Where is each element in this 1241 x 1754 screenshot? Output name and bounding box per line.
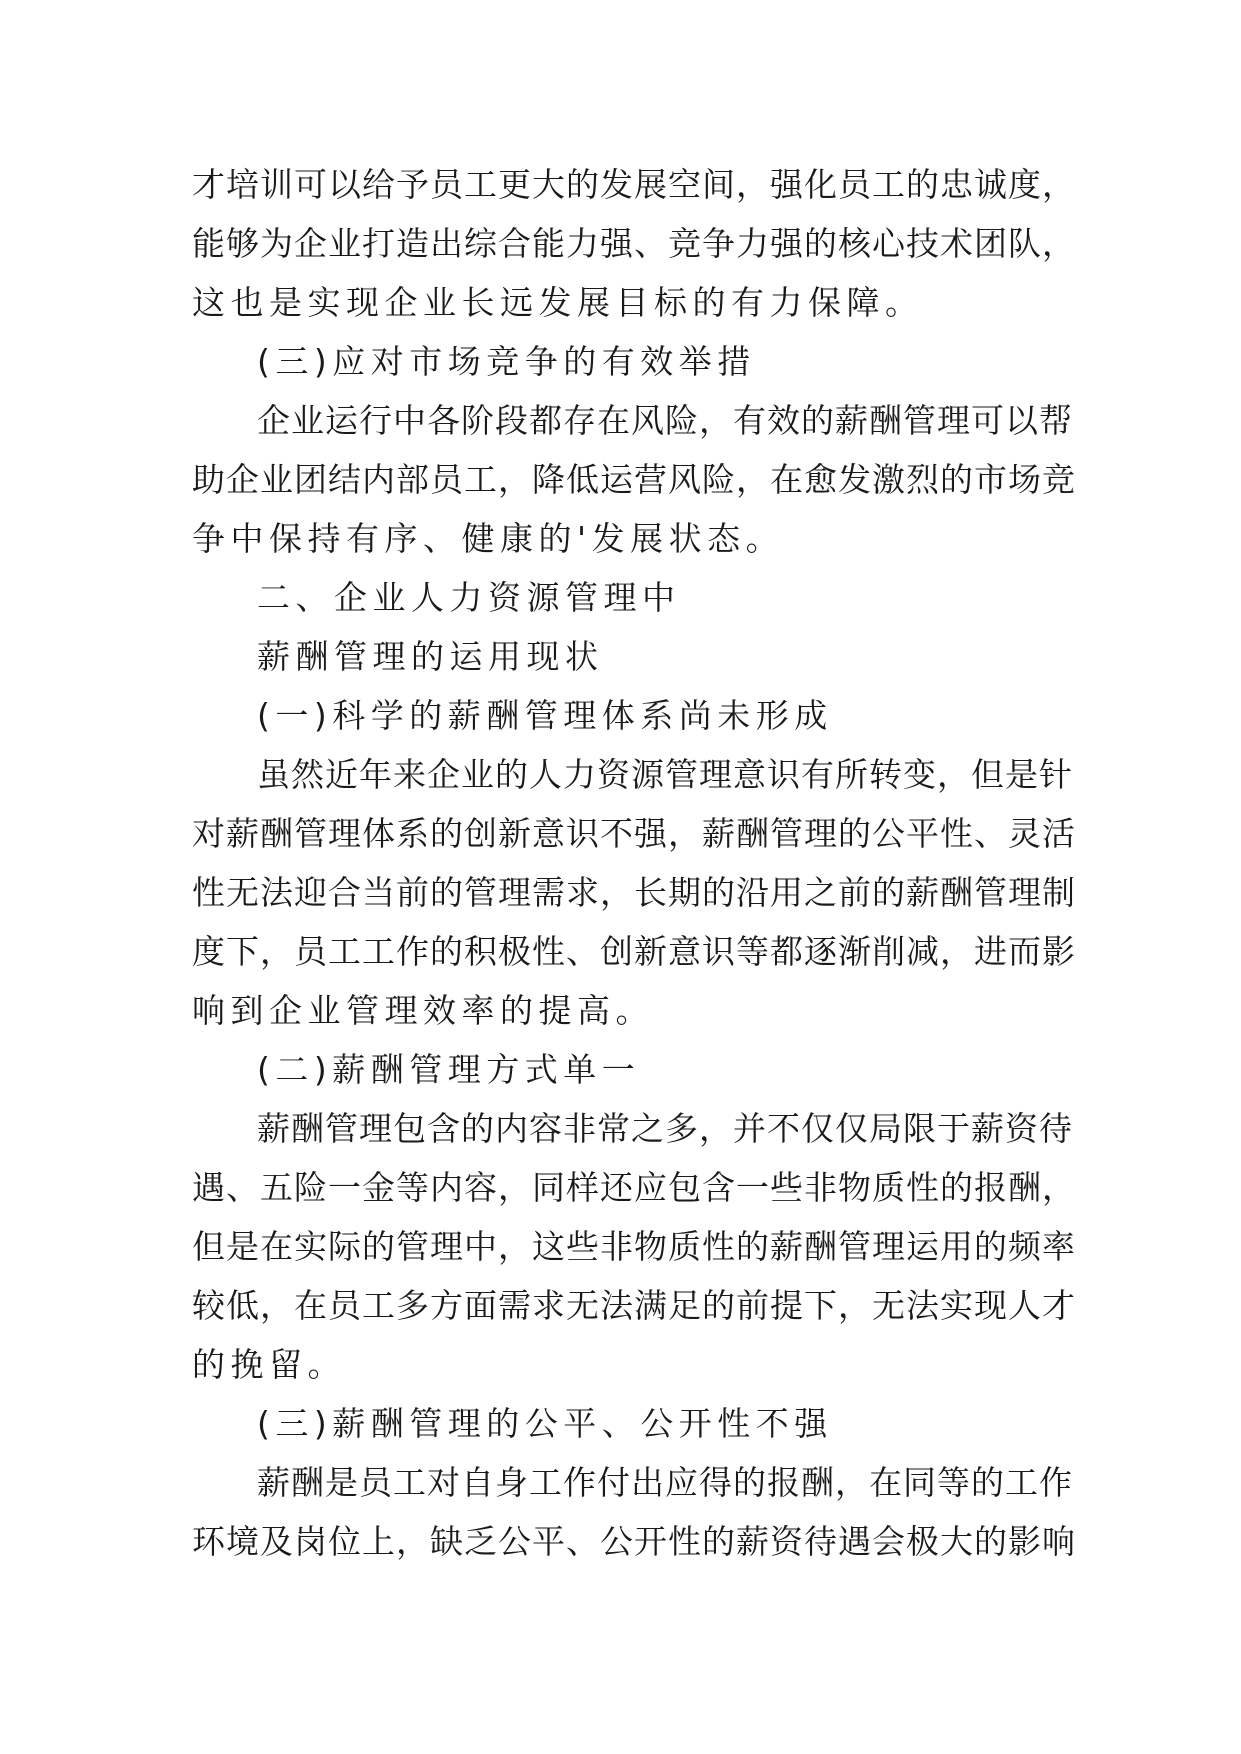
body-text-line: 薪酬是员工对自身工作付出应得的报酬，在同等的工作 [257, 1463, 1073, 1502]
body-text-line: 响到企业管理效率的提高。 [192, 991, 654, 1030]
body-text-line: 争中保持有序、健康的'发展状态。 [192, 519, 785, 558]
body-text-line: 但是在实际的管理中，这些非物质性的薪酬管理运用的频率 [192, 1227, 1076, 1266]
chapter-heading: 薪酬管理的运用现状 [257, 637, 604, 676]
body-text-line: 性无法迎合当前的管理需求，长期的沿用之前的薪酬管理制 [192, 873, 1076, 912]
chapter-heading: 二、企业人力资源管理中 [257, 578, 681, 617]
body-text-line: 这也是实现企业长远发展目标的有力保障。 [192, 283, 924, 322]
body-text-line: 度下，员工工作的积极性、创新意识等都逐渐削减，进而影 [192, 932, 1076, 971]
body-text-line: 薪酬管理包含的内容非常之多，并不仅仅局限于薪资待 [257, 1109, 1073, 1148]
body-text-line: 对薪酬管理体系的创新意识不强，薪酬管理的公平性、灵活 [192, 814, 1076, 853]
section-heading: (二)薪酬管理方式单一 [257, 1050, 641, 1089]
body-text-line: 较低，在员工多方面需求无法满足的前提下，无法实现人才 [192, 1286, 1076, 1325]
body-text-line: 助企业团结内部员工，降低运营风险，在愈发激烈的市场竞 [192, 460, 1076, 499]
body-text-line: 虽然近年来企业的人力资源管理意识有所转变，但是针 [257, 755, 1073, 794]
section-heading: (一)科学的薪酬管理体系尚未形成 [257, 696, 833, 735]
section-heading: (三)薪酬管理的公平、公开性不强 [257, 1404, 833, 1443]
body-text-line: 遇、五险一金等内容，同样还应包含一些非物质性的报酬， [192, 1168, 1076, 1207]
body-text-line: 企业运行中各阶段都存在风险，有效的薪酬管理可以帮 [257, 401, 1073, 440]
body-text-line: 能够为企业打造出综合能力强、竞争力强的核心技术团队， [192, 224, 1076, 263]
section-heading: (三)应对市场竞争的有效举措 [257, 342, 756, 381]
body-text-line: 才培训可以给予员工更大的发展空间，强化员工的忠诚度， [192, 165, 1076, 204]
body-text-line: 环境及岗位上，缺乏公平、公开性的薪资待遇会极大的影响 [192, 1522, 1076, 1561]
body-text-line: 的挽留。 [192, 1345, 346, 1384]
